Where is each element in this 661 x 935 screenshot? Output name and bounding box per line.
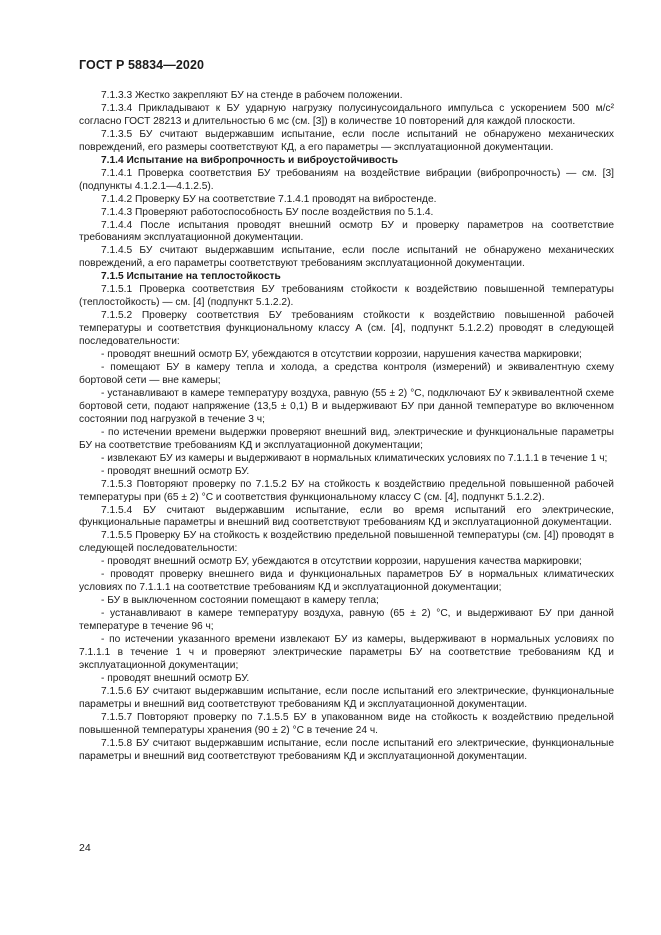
document-body [79,90,614,764]
paragraph: 7.1.5.3 Повторяют проверку по 7.1.5.2 БУ на стойкость к воздействию предельной повышенной рабочей температуры при (65 ± 2) °С и соответствия функциональному классу С (см. [4], подпункт 5.1.2.2). [79,478,614,503]
paragraph: 7.1.5.7 Повторяют проверку по 7.1.5.5 БУ в упакованном виде на стойкость к воздействию предельной повышенной температуры хранения (90 ± 2) °С в течение 24 ч. [79,711,614,736]
paragraph: 7.1.4.2 Проверку БУ на соответствие 7.1.4.1 проводят на вибростенде. [101,193,437,205]
paragraph: - устанавливают в камере температуру воздуха, равную (65 ± 2) °С, и выдерживают БУ при данной температуре в течение 96 ч; [79,608,614,633]
paragraph: 7.1.3.5 БУ считают выдержавшим испытание, если после испытаний не обнаружено механических повреждений, его размеры соответствуют КД, а его параметры — эксплуатационной документации. [79,128,614,153]
paragraph: 7.1.3.4 Прикладывают к БУ ударную нагрузку полусинусоидального импульса с ускорением 500 м/с² согласно ГОСТ 28213 и длительностью 6 мс (см. [3]) в количестве 10 повторений для каждой плоскости. [79,102,614,127]
paragraph: 7.1.3.3 Жестко закрепляют БУ на стенде в рабочем положении. [101,90,403,101]
paragraph: - проводят внешний осмотр БУ. [101,465,250,477]
section-heading: 7.1.5 Испытание на теплостойкость [101,271,281,283]
paragraph: 7.1.5.8 БУ считают выдержавшим испытание, если после испытаний его электрические, функциональные параметры и внешний вид соответствуют требованиям КД и эксплуатационной документации. [79,737,614,762]
paragraph: 7.1.5.4 БУ считают выдержавшим испытание, если во время испытаний его электрические, функциональные параметры и внешний вид соответствуют требованиям КД и эксплуатационной документации. [79,504,614,529]
paragraph: - проводят внешний осмотр БУ, убеждаются в отсутствии коррозии, нарушения качества маркировки; [101,349,582,361]
document-header: ГОСТ Р 58834—2020 [79,58,205,72]
paragraph: 7.1.5.6 БУ считают выдержавшим испытание, если после испытаний его электрические, функциональные параметры и внешний вид соответствуют требованиям КД и эксплуатационной документации. [79,685,614,710]
paragraph: - извлекают БУ из камеры и выдерживают в нормальных климатических условиях по 7.1.1.1 в течение 1 ч; [101,452,608,464]
paragraph: - БУ в выключенном состоянии помещают в камеру тепла; [101,595,379,607]
paragraph: 7.1.4.4 После испытания проводят внешний осмотр БУ и проверку параметров на соответствие требованиям эксплуатационной документации. [79,219,614,244]
section-heading: 7.1.4 Испытание на вибропрочность и виброустойчивость [101,154,399,166]
paragraph: - по истечении времени выдержки проверяют внешний вид, электрические и функциональные параметры БУ на соответствие требованиям КД и эксплуатационной документации; [79,426,614,451]
paragraph: 7.1.4.5 БУ считают выдержавшим испытание, если после испытаний не обнаружено механических повреждений, а его параметры соответствуют требованиям эксплуатационной документации. [79,245,614,270]
paragraph: - проводят внешний осмотр БУ, убеждаются в отсутствии коррозии, нарушения качества маркировки; [101,556,582,568]
paragraph: - по истечении указанного времени извлекают БУ из камеры, выдерживают в нормальных условиях по 7.1.1.1 в течение 1 ч и проверяют электрические параметры БУ на соответствие требованиям КД и эксплуатационной документации; [79,634,614,671]
paragraph: 7.1.5.2 Проверку соответствия БУ требованиям стойкости к воздействию повышенной рабочей температуры и соответствия функциональному классу А (см. [4], подпункт 5.1.2.2) проводят в следующей последовательности: [79,310,614,348]
paragraph: - проводят проверку внешнего вида и функциональных параметров БУ в нормальных климатических условиях по 7.1.1.1 на соответствие требованиям КД и эксплуатационной документации; [79,569,614,594]
page-number: 24 [79,842,91,854]
paragraph: - проводят внешний осмотр БУ. [101,672,250,684]
paragraph: 7.1.5.1 Проверка соответствия БУ требованиям стойкости к воздействию повышенной температуры (теплостойкость) — см. [4] (подпункт 5.1.2.2). [79,284,614,309]
paragraph: - устанавливают в камере температуру воздуха, равную (55 ± 2) °С, подключают БУ к эквивалентной схеме бортовой сети, подают напряжение (13,5 ± 0,1) В и выдерживают БУ при данной температуре во включенном состоянии под нагрузкой в течение 3 ч; [79,387,614,425]
paragraph: 7.1.4.1 Проверка соответствия БУ требованиям на воздействие вибрации (вибропрочность) — см. [3] (подпункты 4.1.2.1—4.1.2.5). [79,167,614,192]
paragraph: - помещают БУ в камеру тепла и холода, а средства контроля (измерений) и эквивалентную схему бортовой сети — вне камеры; [79,362,614,386]
paragraph: 7.1.4.3 Проверяют работоспособность БУ после воздействия по 5.1.4. [101,206,434,218]
paragraph: 7.1.5.5 Проверку БУ на стойкость к воздействию предельной повышенной температуры (см. [4]) проводят в следующей последовательности: [79,530,614,555]
